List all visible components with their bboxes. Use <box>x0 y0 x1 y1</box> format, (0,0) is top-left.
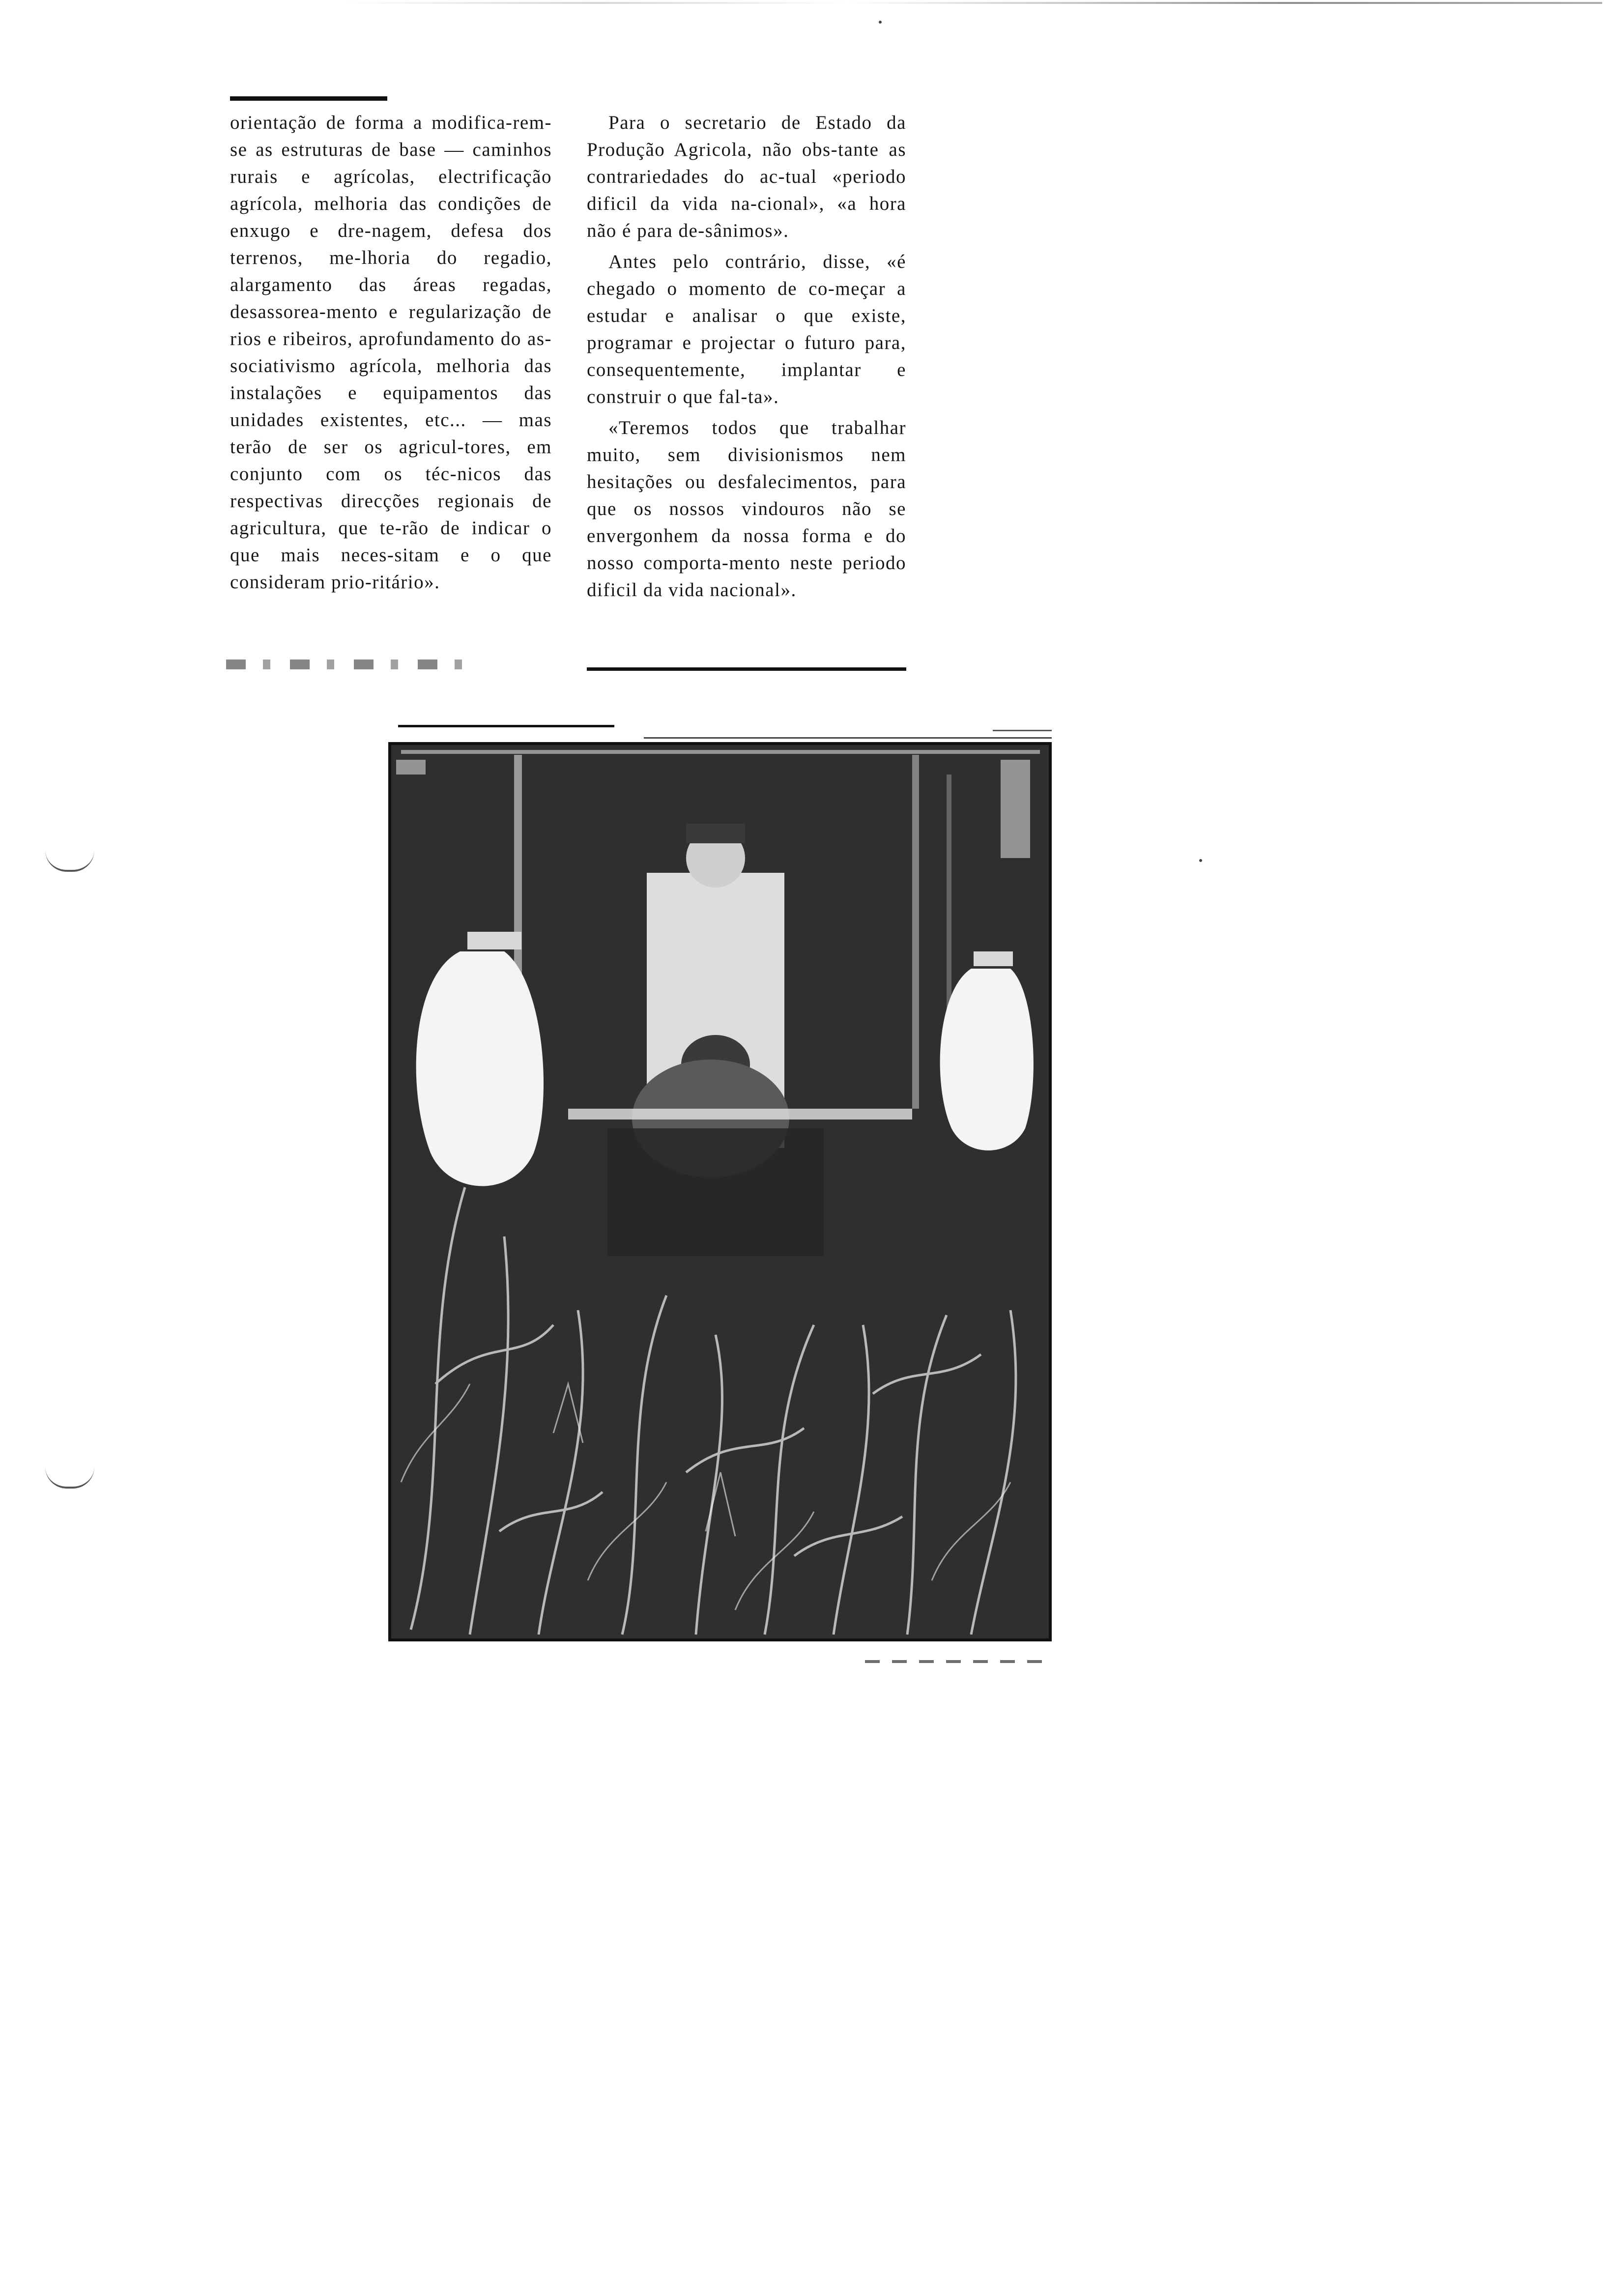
photo-top-rule <box>398 725 614 727</box>
scan-speck <box>879 21 882 24</box>
binding-hole-mark <box>45 1467 94 1489</box>
newspaper-photo-icon <box>388 742 1052 1641</box>
column-bottom-rule <box>587 667 906 671</box>
scan-speck <box>1199 859 1202 862</box>
paragraph: Para o secretario de Estado da Produção Agricola, não obs-tante as contrariedades do ac-tual «periodo dificil da vida na-cional», «a hora não é para de-sânimos». <box>587 112 906 241</box>
scan-noise-dashes <box>226 660 472 669</box>
paragraph: Antes pelo contrário, disse, «é chegado o momento de co-meçar a estudar e analisar o que existe, programar e projectar o futuro para, consequentemente, implantar e construir o que fal-ta». <box>587 251 906 407</box>
scan-edge-noise <box>344 2 1602 4</box>
photo-top-rule-right <box>993 730 1052 731</box>
photo-top-rule-secondary <box>644 737 1052 739</box>
paragraph: orientação de forma a modifica-rem-se as estruturas de base — caminhos rurais e agrícolas, electrificação agrícola, melhoria das condições de enxugo e dre-nagem, defesa dos terrenos, me-lhoria do regadio, alargamento das áreas regadas, desassorea-mento e regularização de rios e ribeiros, aprofundamento do as-sociativismo agrícola, melhoria das instalações e equipamentos das unidades existentes, etc... — mas terão de ser os agricul-tores, em conjunto com os téc-nicos das respectivas direcções regionais de agricultura, que te-rão de indicar o que mais neces-sitam e o que consideram prio-ritário». <box>230 112 552 593</box>
paragraph: «Teremos todos que trabalhar muito, sem divisionismos nem hesitações ou desfalecimentos, para que os nossos vindouros não se envergonhem da nossa forma e do nosso comporta-mento neste periodo dificil da vida nacional». <box>587 417 906 601</box>
article-column-right <box>587 109 906 603</box>
column-top-rule <box>230 96 387 101</box>
scan-noise-caption <box>865 1660 1052 1663</box>
article-column-left <box>230 109 552 596</box>
binding-hole-mark <box>45 850 94 872</box>
photo-illustration <box>391 745 1049 1638</box>
